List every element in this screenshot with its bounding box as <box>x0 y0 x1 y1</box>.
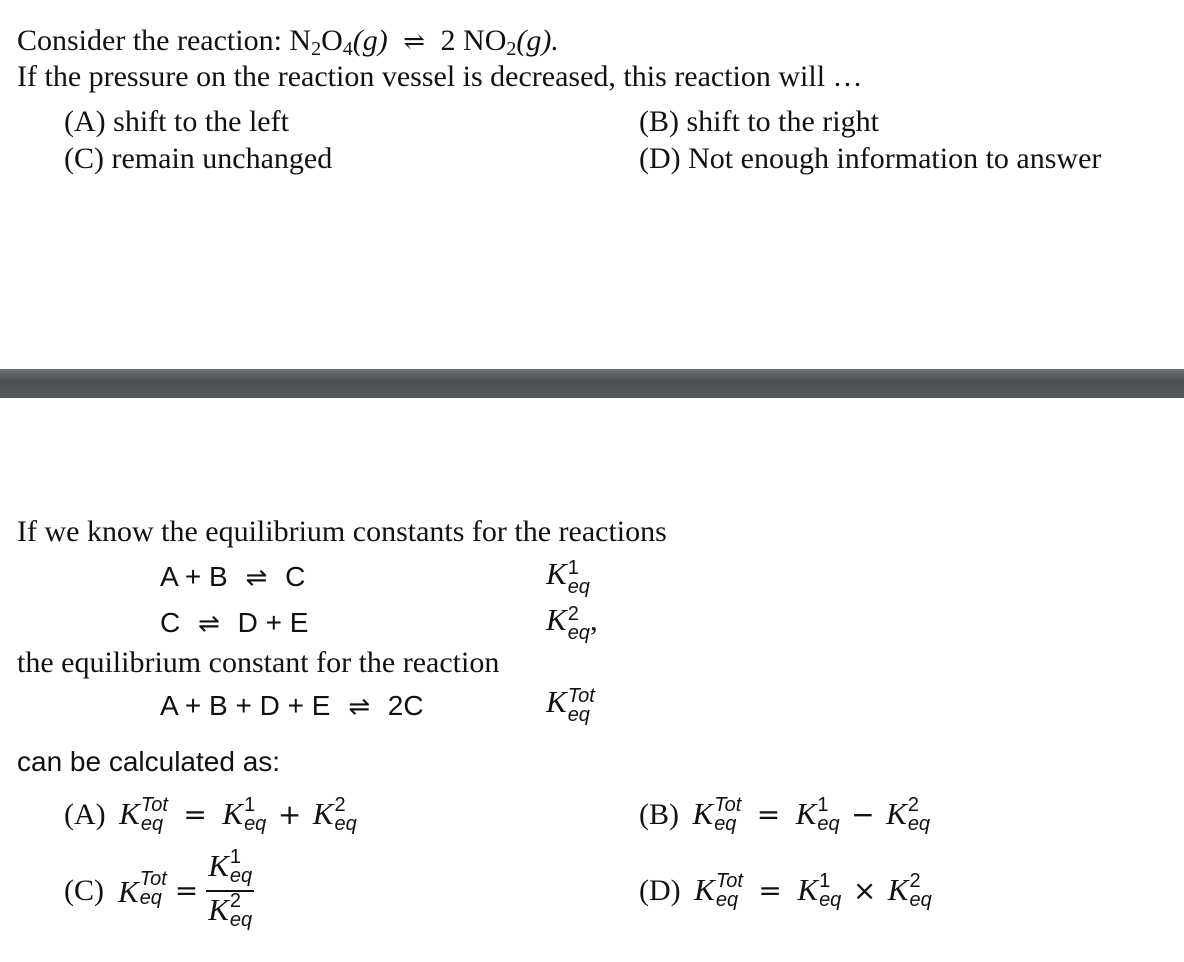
sup: Tot <box>567 685 595 708</box>
reaction-1-lhs: A + B <box>160 561 228 592</box>
fraction <box>206 846 254 932</box>
sub: eq <box>229 909 253 932</box>
k-indices <box>568 687 595 725</box>
k-indices <box>568 559 590 597</box>
reaction-2 <box>160 609 308 637</box>
k-symbol: K <box>692 796 714 831</box>
k-indices <box>140 870 167 908</box>
sub: eq <box>907 813 931 836</box>
k-indices <box>819 872 841 910</box>
times-sign: × <box>852 874 877 907</box>
option-label: (C) <box>64 874 104 908</box>
subscript: 2 <box>506 38 517 60</box>
k-symbol: K <box>208 892 229 928</box>
reaction-total-lhs: A + B + D + E <box>160 690 331 721</box>
formula-part: O <box>321 24 343 57</box>
k-symbol: K <box>312 796 334 831</box>
equals-sign: = <box>183 798 207 831</box>
q1-option-d[interactable]: (D) Not enough information to answer <box>639 142 1102 175</box>
sup: Tot <box>715 870 743 893</box>
k-indices <box>141 796 168 834</box>
k1-label <box>546 558 590 599</box>
ktot-label <box>546 686 595 727</box>
sup: 1 <box>819 870 831 893</box>
k-indices <box>334 796 356 834</box>
equals-sign: = <box>756 798 781 831</box>
formula-part: 2 NO <box>440 24 507 57</box>
sup: 1 <box>567 557 579 580</box>
sup: Tot <box>140 794 168 817</box>
k-symbol: K <box>795 796 817 831</box>
sup: 2 <box>567 603 579 626</box>
option-label: (D) <box>639 874 681 907</box>
k-indices <box>909 872 931 910</box>
equilibrium-arrow-icon: ⇌ <box>348 691 371 721</box>
sub: eq <box>229 865 253 888</box>
sup: 1 <box>817 794 829 817</box>
fraction-numerator <box>206 846 254 892</box>
sub: eq <box>139 887 162 910</box>
sup: 1 <box>244 794 256 817</box>
equals-sign: = <box>758 874 782 907</box>
sub: eq <box>819 889 842 912</box>
k-indices <box>244 796 266 834</box>
q1-option-c[interactable]: (C) remain unchanged <box>64 142 333 175</box>
k-indices <box>817 796 839 834</box>
sup: Tot <box>714 794 742 817</box>
q1-prompt-text: Consider the reaction: N <box>17 24 312 57</box>
sub: eq <box>140 813 164 836</box>
k-symbol: K <box>222 796 244 831</box>
reaction-1 <box>160 563 305 591</box>
k-indices <box>230 892 252 930</box>
reaction-total <box>160 692 424 720</box>
comma: , <box>589 602 598 637</box>
reaction-2-rhs: D + E <box>237 607 309 638</box>
equilibrium-arrow-icon: ⇌ <box>403 27 426 56</box>
k-symbol: K <box>887 872 909 907</box>
sub: eq <box>244 813 267 836</box>
sup: 2 <box>229 890 242 913</box>
section-divider <box>0 369 1184 398</box>
fraction-denominator <box>206 892 254 932</box>
k-symbol: K <box>694 872 715 907</box>
sub: eq <box>715 889 739 912</box>
q2-option-c[interactable] <box>64 846 254 932</box>
equilibrium-arrow-icon: ⇌ <box>245 562 268 592</box>
sup: Tot <box>139 868 167 891</box>
equilibrium-arrow-icon: ⇌ <box>198 608 220 638</box>
k-symbol: K <box>208 848 229 883</box>
subscript: 2 <box>311 38 322 60</box>
k2-label <box>546 604 598 645</box>
q2-calc-text: can be calculated as: <box>17 746 281 777</box>
plus-sign: + <box>277 798 302 831</box>
q2-option-a[interactable] <box>64 794 357 836</box>
k-symbol: K <box>546 602 567 637</box>
k-symbol: K <box>886 796 907 831</box>
k-indices <box>568 605 590 643</box>
k-symbol: K <box>118 873 139 909</box>
sup: 2 <box>907 794 919 817</box>
sub: eq <box>567 576 590 599</box>
phase-label: (g). <box>516 24 559 57</box>
q2-option-d[interactable] <box>639 870 932 912</box>
k-symbol: K <box>119 796 140 831</box>
k-indices <box>714 796 741 834</box>
sub: eq <box>334 813 357 836</box>
sub: eq <box>567 704 590 727</box>
q1-option-a[interactable]: (A) shift to the left <box>64 105 289 138</box>
sup: 2 <box>334 794 346 817</box>
q1-reaction-line <box>17 26 559 59</box>
q1-option-b[interactable]: (B) shift to the right <box>639 105 879 138</box>
q2-option-b[interactable] <box>639 794 931 836</box>
q2-mid-text: the equilibrium constant for the reaction <box>17 646 500 679</box>
reaction-2-lhs: C <box>160 607 181 638</box>
subscript: 4 <box>342 38 353 60</box>
k-symbol: K <box>546 556 567 591</box>
sub: eq <box>714 813 737 836</box>
q1-question-text: If the pressure on the reaction vessel is decreased, this reaction will … <box>17 60 863 93</box>
phase-label: (g) <box>352 24 388 57</box>
sub: eq <box>567 622 590 645</box>
sup: 2 <box>909 870 921 893</box>
reaction-total-rhs: 2C <box>387 690 424 721</box>
sub: eq <box>817 813 840 836</box>
reaction-1-rhs: C <box>285 561 306 592</box>
option-label: (A) <box>64 798 106 831</box>
equals-sign: = <box>174 874 199 908</box>
minus-sign: − <box>851 798 875 831</box>
option-label: (B) <box>639 798 679 831</box>
k-indices <box>230 848 252 886</box>
k-indices <box>908 796 930 834</box>
k-symbol: K <box>546 684 567 719</box>
k-indices <box>716 872 743 910</box>
sup: 1 <box>229 846 242 869</box>
k-symbol: K <box>797 872 819 907</box>
sub: eq <box>909 889 932 912</box>
q2-intro-text: If we know the equilibrium constants for the reactions <box>17 515 667 548</box>
